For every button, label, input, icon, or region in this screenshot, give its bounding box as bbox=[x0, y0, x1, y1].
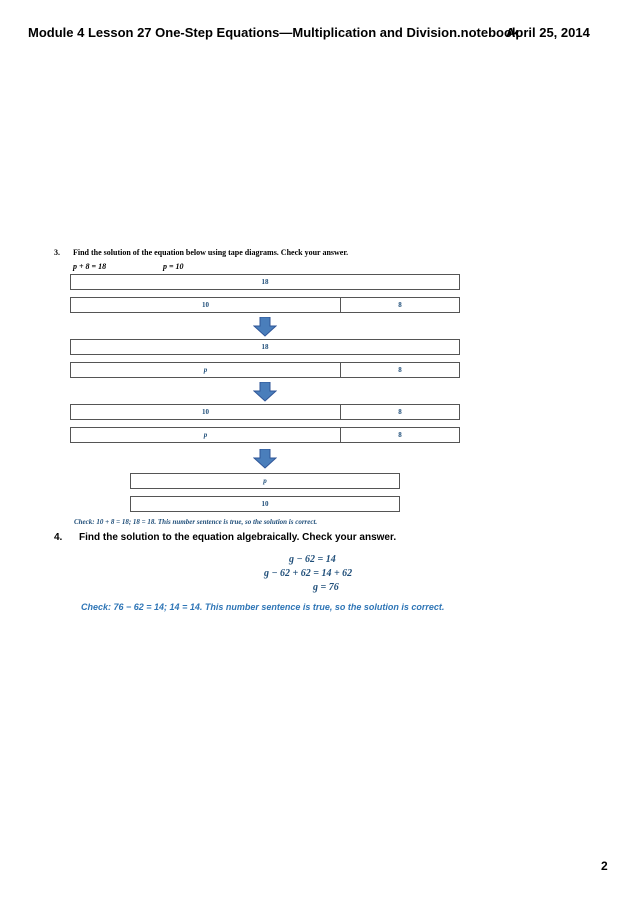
document-date: April 25, 2014 bbox=[506, 25, 590, 40]
problem-3-check: Check: 10 + 8 = 18; 18 = 18. This number sentence is true, so the solution is correct. bbox=[74, 518, 318, 526]
tape-diagram-8 bbox=[130, 496, 400, 512]
tape-diagram-7 bbox=[130, 473, 400, 489]
algebra-step-3: g = 76 bbox=[313, 582, 339, 593]
tape-segment: p bbox=[71, 428, 341, 442]
page-number: 2 bbox=[601, 859, 608, 873]
down-arrow-icon bbox=[253, 317, 277, 337]
tape-segment: 8 bbox=[398, 408, 402, 416]
problem-4-number: 4. bbox=[54, 532, 63, 543]
tape-segment: p bbox=[263, 477, 267, 485]
tape-segment: 8 bbox=[398, 301, 402, 309]
problem-4-check: Check: 76 − 62 = 14; 14 = 14. This number sentence is true, so the solution is correct. bbox=[81, 602, 445, 612]
tape-diagram-1 bbox=[70, 274, 460, 290]
tape-segment: 18 bbox=[261, 278, 269, 286]
down-arrow-icon bbox=[253, 382, 277, 402]
problem-4-prompt: Find the solution to the equation algebraically. Check your answer. bbox=[79, 532, 397, 543]
tape-segment: 8 bbox=[398, 366, 402, 374]
tape-diagram-3 bbox=[70, 339, 460, 355]
tape-segment: p bbox=[71, 363, 341, 377]
tape-diagram-2 bbox=[70, 297, 460, 313]
tape-segment: 8 bbox=[398, 431, 402, 439]
algebra-step-1: g − 62 = 14 bbox=[289, 554, 336, 565]
tape-diagram-5 bbox=[70, 404, 460, 420]
tape-segment: 10 bbox=[261, 500, 269, 508]
document-title: Module 4 Lesson 27 One-Step Equations—Multiplication and Division.notebook bbox=[28, 25, 520, 40]
tape-segment: 18 bbox=[261, 343, 269, 351]
tape-segment: 10 bbox=[71, 405, 341, 419]
problem-3-prompt: Find the solution of the equation below using tape diagrams. Check your answer. bbox=[73, 248, 349, 257]
tape-segment: 10 bbox=[71, 298, 341, 312]
algebra-step-2: g − 62 + 62 = 14 + 62 bbox=[264, 568, 353, 579]
problem-3-solution: p = 10 bbox=[163, 262, 184, 271]
problem-3-equation: p + 8 = 18 bbox=[73, 262, 107, 271]
tape-diagram-4 bbox=[70, 362, 460, 378]
problem-3-number: 3. bbox=[54, 248, 60, 257]
tape-diagram-6 bbox=[70, 427, 460, 443]
down-arrow-icon bbox=[253, 449, 277, 469]
